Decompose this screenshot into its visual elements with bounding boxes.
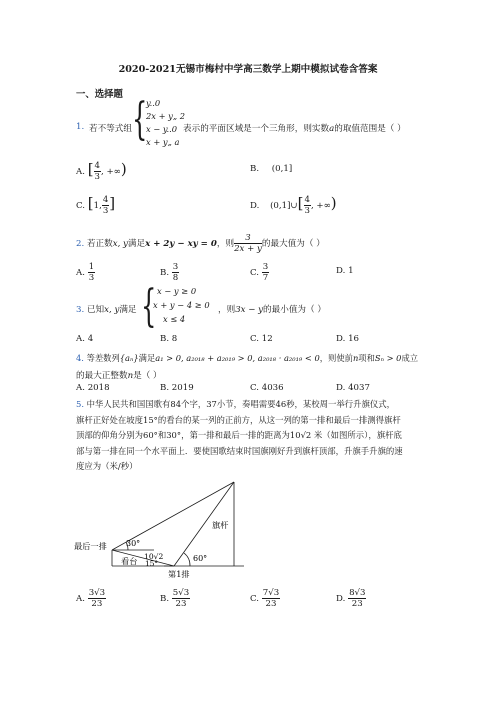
first-row-label: 第1排	[168, 569, 190, 579]
q4-cond: a₁ > 0, a₂₀₁₈ + a₂₀₁₉ > 0, a₂₀₁₈ · a₂₀₁₉ < 0	[155, 353, 320, 363]
q4-seq: {aₙ}	[119, 353, 139, 363]
pole-label: 旗杆	[212, 520, 229, 530]
stand-label: 看台	[121, 556, 138, 566]
option-value: (0,1]	[271, 164, 293, 174]
q3-vars: x, y	[104, 305, 120, 315]
q5-figure	[74, 478, 250, 582]
q4-text-d: 项和	[358, 353, 375, 363]
angle-30-label: 30°	[126, 539, 141, 548]
bracket: ]	[109, 194, 116, 212]
q3-ineq-3: x ≤ 4	[163, 314, 186, 324]
q5-option-a[interactable]: A. $\frac{3√3}{23}$	[76, 588, 106, 609]
q4-text-a: 等差数列	[86, 353, 120, 363]
bracket: [	[297, 194, 304, 212]
q5-line-2: 旗杆正好处在坡度15°的看台的某一列的正前方，从这一列的第一排和最后一排测得旗杆	[76, 414, 401, 425]
q2-equation: x + 2y − xy = 0	[145, 239, 217, 249]
q2-stem	[76, 233, 325, 254]
q4-option-c[interactable]: C. 4036	[250, 383, 284, 393]
q2-text-c: ，则	[216, 239, 235, 249]
option-label: B.	[250, 164, 260, 174]
q3-option-a[interactable]: A. 4	[76, 334, 94, 344]
q4-text-c: ，则使前	[319, 353, 353, 363]
q3-option-b[interactable]: B. 8	[160, 334, 178, 344]
paren: )	[330, 194, 337, 212]
rest: , +∞	[310, 201, 331, 211]
q2-option-d[interactable]: D. 1	[336, 266, 354, 276]
q5-option-d[interactable]: D. $\frac{8√3}{23}$	[336, 588, 366, 609]
q3-ineq-1: x − y ≥ 0	[157, 286, 197, 296]
page-title: 2020-2021无锡市梅村中学高三数学上期中模拟试卷含答案	[118, 64, 378, 75]
pre: (0,1]∪	[270, 201, 298, 211]
q4-sn: Sₙ > 0	[374, 353, 402, 363]
frac: $\frac{4}{3}$	[94, 161, 101, 182]
q3-expr: 3x − y	[235, 305, 264, 315]
q3-text-c: ，则	[218, 305, 236, 315]
q3-option-d[interactable]: D. 16	[336, 334, 359, 344]
q2-fraction: $\frac{3}{2x + y}$	[234, 233, 262, 254]
q2-option-b[interactable]: B. $\frac{3}{8}$	[160, 262, 179, 283]
q4-n: n	[352, 353, 359, 363]
q3-text-d: 的最小值为（ ）	[263, 305, 326, 315]
bracket: [	[87, 160, 94, 178]
q1-brace: {	[132, 94, 148, 145]
q3-lead	[76, 303, 137, 315]
angle-15-label: 15°	[145, 559, 159, 568]
q3-brace: {	[141, 281, 157, 332]
q5-line-5: 度应为（米/秒）	[76, 461, 138, 472]
q5-line-4: 部与第一排在同一个水平面上．要使国歌结束时国旗刚好升到旗杆顶部，升旗手升旗的速	[76, 445, 403, 456]
q1-ineq-4: x + y„ a	[146, 137, 180, 147]
q4-number: 4.	[76, 353, 84, 363]
q1-option-b[interactable]	[250, 164, 292, 174]
q2-vars: x, y	[112, 239, 128, 249]
rest: , +∞	[101, 167, 121, 177]
q4-option-b[interactable]: B. 2019	[160, 383, 194, 393]
frac: $\frac{4}{3}$	[304, 195, 310, 216]
option-label: C.	[76, 201, 86, 211]
q5-line-1: 中华人民共和国国歌有84个字，37小节，奏唱需要46秒，某校周一举行升旗仪式，	[86, 399, 396, 409]
q2-text-d: 的最大值为（ ）	[261, 239, 325, 249]
q4-line2-tail: 是（ ）	[133, 371, 162, 381]
q4-line2-text: 的最大正整数	[76, 371, 128, 381]
q5-option-c[interactable]: C. $\frac{7√3}{23}$	[250, 588, 280, 609]
q5-option-b[interactable]: B. $\frac{5√3}{23}$	[160, 588, 190, 609]
q1-option-d[interactable]	[250, 194, 337, 216]
angle-60-label: 60°	[193, 554, 208, 563]
q2-text-a: 若正数	[86, 239, 113, 249]
pre: 1,	[93, 201, 102, 211]
q2-number: 2.	[76, 239, 85, 249]
q5-stem	[76, 397, 403, 475]
q3-option-c[interactable]: C. 12	[250, 334, 273, 344]
q1-prefix: 若不等式组	[89, 124, 132, 134]
distance-label: 10√2	[144, 552, 164, 561]
q1-ineq-1: y..0	[146, 98, 161, 108]
paren: )	[120, 160, 127, 178]
q1-stem	[183, 122, 406, 134]
q1-number: 1.	[76, 122, 85, 132]
q4-stem	[76, 352, 418, 364]
q3-system	[153, 284, 210, 326]
q3-text-b: 满足	[119, 305, 137, 315]
q3-tail	[218, 303, 326, 315]
q3-number: 3.	[76, 305, 85, 315]
q1-ineq-2: 2x + y„ 2	[146, 111, 186, 121]
q4-line2	[76, 369, 162, 381]
option-label: A.	[76, 167, 85, 177]
section-heading: 一、选择题	[76, 89, 123, 100]
q1-tail: 的取值范围是（ ）	[334, 124, 406, 134]
q1-system	[146, 97, 185, 149]
q3-ineq-2: x + y − 4 ≥ 0	[153, 300, 210, 310]
q4-option-d[interactable]: D. 4037	[336, 383, 370, 393]
frac: $\frac{4}{3}$	[102, 195, 109, 216]
q4-line2-var: n	[127, 371, 134, 381]
q4-text-e: 成立	[401, 353, 419, 363]
q2-text-b: 满足	[127, 239, 146, 249]
option-label: D.	[250, 201, 260, 211]
q1-suffix: 表示的平面区域是一个三角形，则实数	[183, 124, 330, 134]
q2-option-a[interactable]: A. $\frac{1}{3}$	[76, 262, 95, 283]
angle-arc-60	[184, 553, 190, 566]
q5-number: 5.	[76, 399, 84, 409]
q4-option-a[interactable]: A. 2018	[76, 383, 110, 393]
q1-var: a	[329, 124, 335, 134]
q2-option-c[interactable]: C. $\frac{3}{7}$	[250, 262, 269, 283]
q4-text-b: 满足	[138, 353, 156, 363]
q5-line-3: 顶部的仰角分别为60°和30°，第一排和最后一排的距离为10√2 米（如图所示），旗杆底	[76, 430, 402, 441]
q1-option-c[interactable]	[76, 194, 115, 216]
last-row-label: 最后一排	[74, 541, 107, 551]
q3-text-a: 已知	[86, 305, 105, 315]
bracket: [	[87, 194, 94, 212]
q1-option-a[interactable]	[76, 160, 127, 182]
q1-ineq-3: x − y..0	[146, 124, 178, 134]
